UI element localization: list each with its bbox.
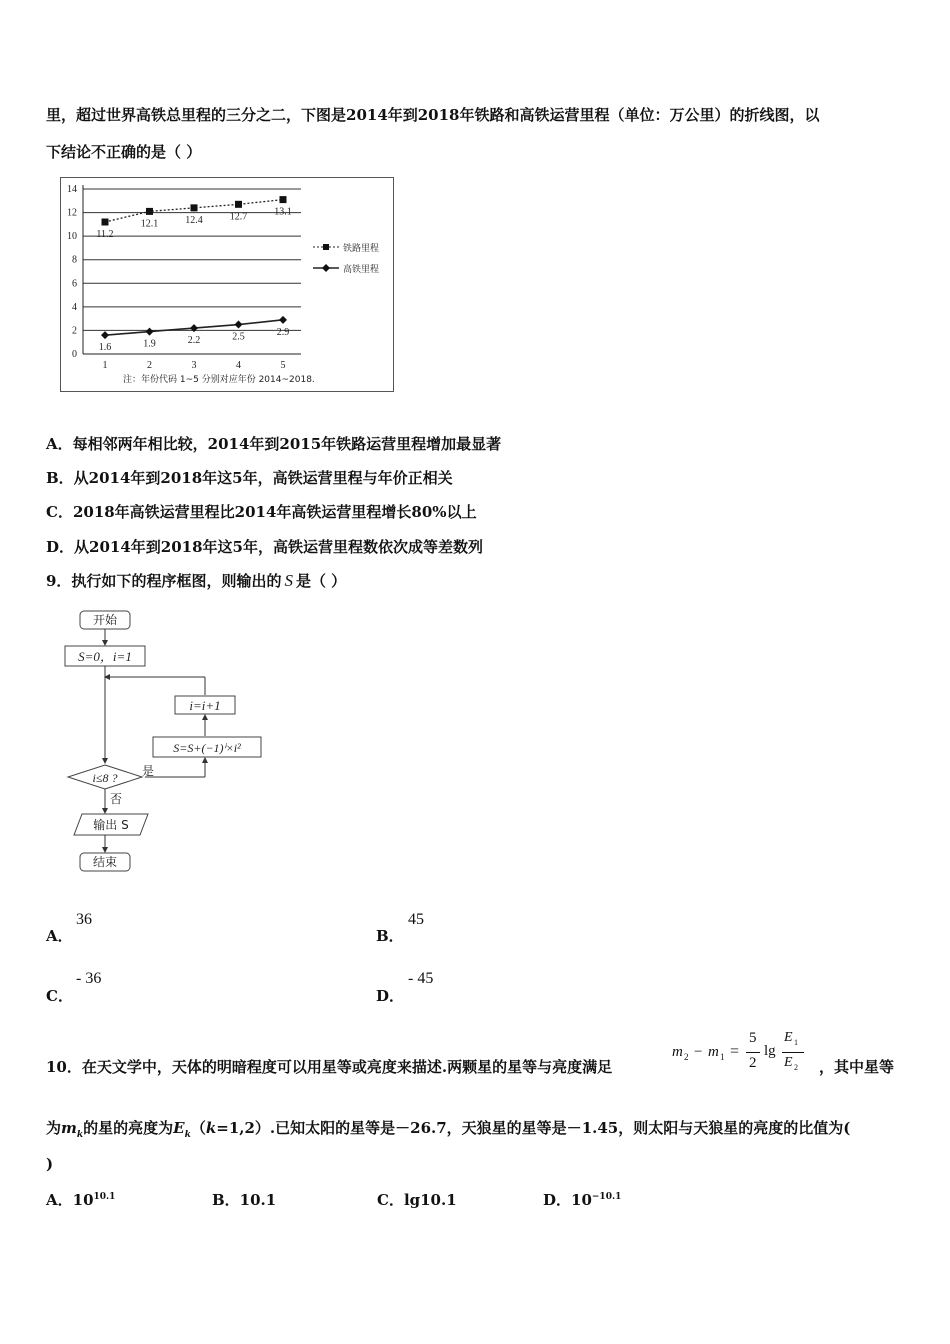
- q10-option-b-label: B．10.1: [212, 1191, 277, 1209]
- formula-sub2: 2: [684, 1052, 689, 1062]
- y-tick-label: 0: [72, 349, 77, 360]
- rail-point: [146, 208, 153, 215]
- rail-point: [280, 196, 287, 203]
- q9-stem-prefix: 9．执行如下的程序框图，则输出的: [46, 572, 282, 590]
- formula-frac-bar: [746, 1052, 760, 1053]
- q8-option-d: D．从2014年到2018年这5年，高铁运营里程数依次成等差数列: [46, 538, 483, 556]
- q8-option-b: B．从2014年到2018年这5年，高铁运营里程与年价正相关: [46, 469, 453, 487]
- formula-m1: m: [708, 1044, 719, 1060]
- q9-option-a-label: A．: [46, 927, 73, 945]
- q10-line1-suffix: ，其中星等: [819, 1058, 895, 1076]
- q9-option-a-value: 36: [76, 911, 92, 928]
- flow-increment-text: i=i+1: [189, 698, 221, 713]
- rail-data-label: 12.4: [185, 214, 203, 226]
- hsr-data-label: 1.9: [143, 338, 156, 350]
- hsr-point: [101, 331, 109, 339]
- q10-option-d: [543, 1189, 621, 1210]
- formula-frac-den: 2: [749, 1055, 757, 1071]
- hsr-data-label: 2.2: [187, 335, 201, 347]
- q9-option-b-value: 45: [408, 911, 424, 928]
- q8-option-c: C．2018年高铁运营里程比2014年高铁运营里程增长80%以上: [46, 503, 477, 521]
- q10-line2-k3: k: [205, 1119, 217, 1137]
- flow-start-text: 开始: [92, 613, 118, 627]
- y-tick-label: 4: [72, 301, 77, 313]
- legend-hsr-label: 高铁里程: [343, 265, 380, 275]
- q9-option-d-value: - 45: [408, 970, 434, 987]
- q10-line2-mk: m: [61, 1119, 77, 1137]
- formula-e-bar: [782, 1052, 804, 1053]
- formula-e-num-sub: 1: [794, 1038, 798, 1047]
- q10-line2-ek: E: [173, 1119, 185, 1137]
- rail-data-label: 13.1: [274, 206, 292, 218]
- flow-sum-text: S=S+(−1)ⁱ×i²: [173, 741, 241, 755]
- q10-option-c: [377, 1189, 457, 1210]
- formula-e-den: E: [784, 1055, 793, 1070]
- legend-rail-label: 铁路里程: [343, 244, 380, 254]
- q10-line2-k2: k: [184, 1130, 191, 1140]
- x-tick-label: 1: [102, 360, 108, 371]
- legend-hsr-marker: [322, 264, 330, 272]
- legend-rail-marker: [323, 244, 329, 250]
- y-tick-label: 6: [72, 278, 77, 290]
- formula-m2: m: [672, 1044, 683, 1060]
- q10-line2: [46, 1117, 850, 1140]
- formula-lg: lg: [764, 1043, 776, 1059]
- rail-point: [235, 201, 242, 208]
- q10-line3: ): [46, 1155, 54, 1173]
- q10-option-d-sup: −10.1: [591, 1192, 622, 1202]
- rail-point: [191, 204, 198, 211]
- y-tick-label: 12: [67, 207, 77, 219]
- railway-chart: [60, 177, 394, 392]
- q9-option-b-label: B．: [376, 927, 404, 945]
- q10-option-a: [46, 1189, 115, 1210]
- rail-data-label: 12.7: [229, 211, 248, 223]
- q9-stem-suffix: 是（ ）: [295, 572, 347, 590]
- q10-line2-k: k: [76, 1130, 84, 1140]
- q9-option-c-label: C．: [46, 987, 73, 1005]
- x-tick-label: 4: [236, 360, 241, 371]
- flow-init-text: S=0，i=1: [78, 649, 132, 664]
- q10-formula: [672, 1030, 818, 1080]
- flow-decision-text: i≤8 ?: [92, 771, 118, 785]
- y-tick-label: 10: [67, 231, 77, 243]
- formula-e-den-sub: 2: [794, 1063, 798, 1072]
- q9-option-d-label: D．: [376, 987, 405, 1005]
- formula-frac-num: 5: [749, 1030, 757, 1046]
- q10-option-c-label: C．lg10.1: [377, 1191, 457, 1209]
- flow-output-text: 输出 S: [93, 818, 129, 832]
- q10-option-d-label: D．10: [543, 1191, 592, 1209]
- hsr-data-label: 1.6: [98, 342, 112, 354]
- rail-data-label: 12.1: [140, 218, 159, 230]
- rail-point: [102, 219, 109, 226]
- x-tick-label: 5: [280, 360, 286, 371]
- chart-note: 注：年份代码 1~5 分别对应年份 2014~2018.: [123, 375, 315, 385]
- formula-eq: =: [730, 1043, 740, 1060]
- y-tick-label: 2: [72, 325, 77, 337]
- q9-stem: [46, 570, 346, 591]
- q9-option-c-value: - 36: [76, 970, 102, 987]
- hsr-data-label: 2.9: [276, 326, 290, 338]
- formula-sub1: 1: [720, 1052, 725, 1062]
- q10-line2-b: 的星的亮度为: [83, 1119, 174, 1137]
- q8-option-a: A．每相邻两年相比较，2014年到2015年铁路运营里程增加最显著: [46, 435, 502, 453]
- q10-line1-prefix: 10．在天文学中，天体的明暗程度可以用星等或亮度来描述.两颗星的星等与亮度满足: [46, 1058, 613, 1076]
- y-tick-label: 14: [67, 184, 77, 195]
- program-flowchart: [60, 605, 290, 877]
- q10-option-a-sup: 10.1: [93, 1192, 116, 1202]
- q10-line2-d: =1,2）.已知太阳的星等是－26.7，天狼星的星等是－1.45，则太阳与天狼星的亮度的比值为(: [216, 1119, 851, 1137]
- rail-data-label: 11.2: [96, 229, 114, 240]
- hsr-data-label: 2.5: [232, 331, 245, 343]
- formula-e-num: E: [784, 1030, 793, 1045]
- q10-line2-c: （: [190, 1119, 206, 1137]
- flow-end-text: 结束: [92, 855, 118, 869]
- y-tick-label: 8: [72, 254, 77, 266]
- hsr-point: [146, 328, 154, 336]
- hsr-point: [279, 316, 287, 324]
- x-tick-label: 3: [191, 360, 197, 371]
- flow-yes-label: 是: [142, 764, 155, 778]
- q8-stem-line1: 里，超过世界高铁总里程的三分之二，下图是2014年到2018年铁路和高铁运营里程（单位：万公里）的折线图，以: [46, 106, 820, 124]
- q10-line2-a: 为: [46, 1119, 62, 1137]
- flow-no-label: 否: [110, 792, 123, 806]
- x-tick-label: 2: [147, 360, 152, 371]
- railway-chart-svg: [61, 178, 393, 391]
- q9-stem-var: S: [284, 571, 293, 590]
- q8-stem-line2: 下结论不正确的是（ ）: [46, 143, 202, 161]
- formula-minus: −: [694, 1044, 703, 1060]
- q10-option-a-label: A．10: [46, 1191, 94, 1209]
- q10-option-b: [212, 1189, 276, 1210]
- hsr-point: [235, 321, 243, 329]
